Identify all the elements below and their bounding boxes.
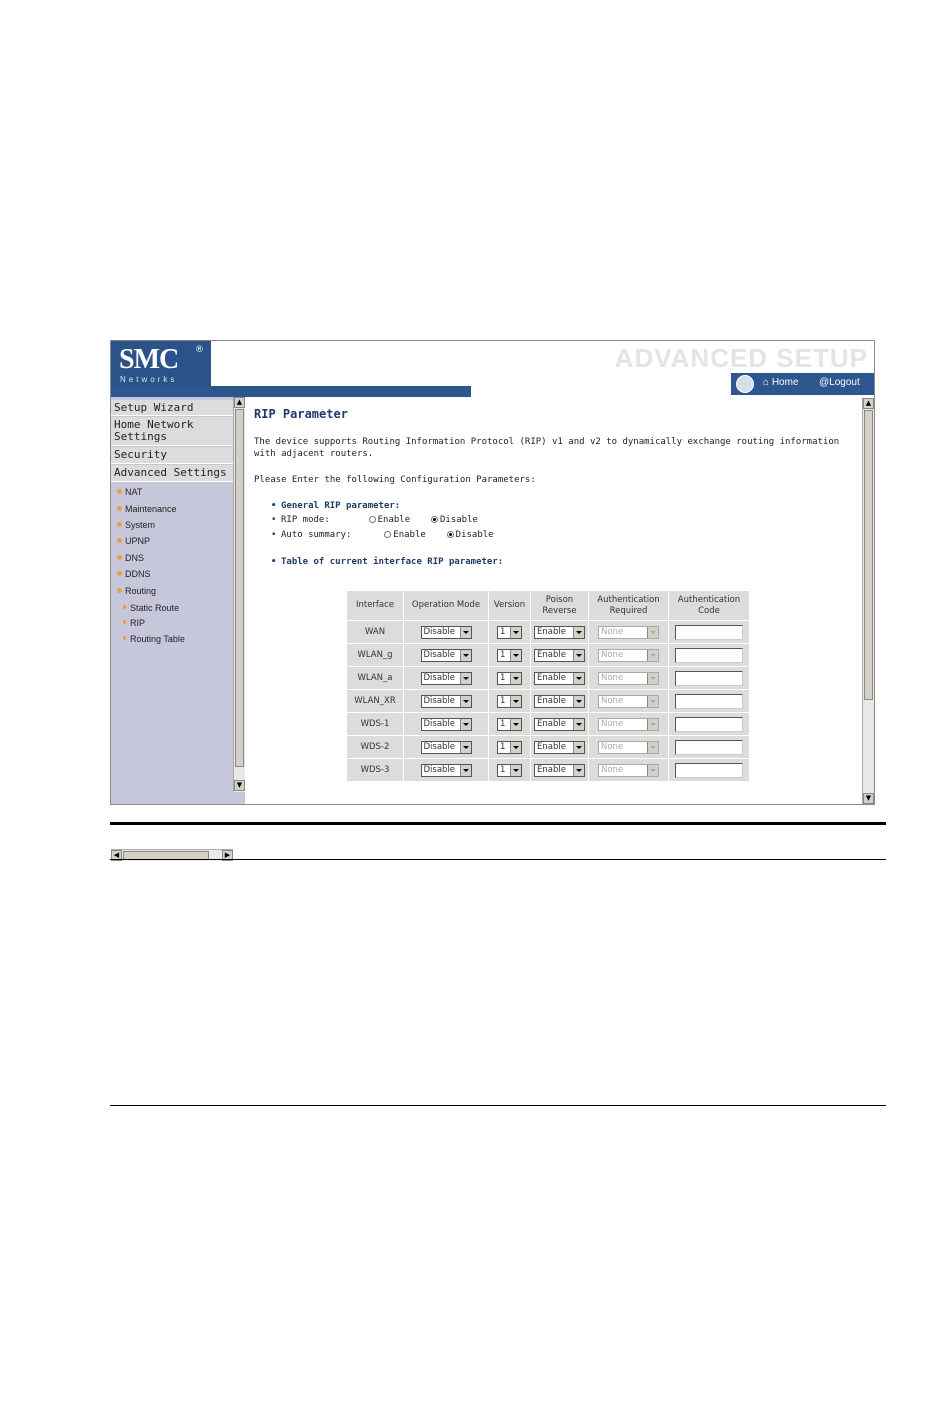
chevron-down-icon xyxy=(510,627,521,638)
poison-reverse-select[interactable]: Enable xyxy=(534,764,585,777)
poison-reverse-select[interactable]: Enable xyxy=(534,695,585,708)
brand-name: SMC xyxy=(119,344,179,375)
sidebar-item-routing-table[interactable] xyxy=(123,634,185,644)
sidebar-item-setup-wizard[interactable]: Setup Wizard xyxy=(111,400,233,416)
logout-label: Logout xyxy=(829,377,860,388)
auth-required-select[interactable]: None xyxy=(598,626,659,639)
sidebar-item-upnp[interactable] xyxy=(117,536,150,546)
globe-icon xyxy=(736,375,754,393)
rip-mode-enable-radio[interactable]: Enable xyxy=(369,515,411,525)
smc-logo xyxy=(111,341,211,386)
auth-required-select[interactable]: None xyxy=(598,695,659,708)
header-accent-bar xyxy=(111,386,471,397)
operation-mode-select[interactable]: Disable xyxy=(421,741,472,754)
version-select[interactable]: 1 xyxy=(497,741,522,754)
table-row xyxy=(347,621,750,644)
brand-subtitle: Networks xyxy=(120,375,178,384)
sidebar-item-label: DDNS xyxy=(125,569,151,579)
version-select[interactable]: 1 xyxy=(497,718,522,731)
operation-mode-select[interactable]: Disable xyxy=(421,764,472,777)
chevron-down-icon xyxy=(573,742,584,753)
auth-code-input[interactable] xyxy=(675,740,743,755)
chevron-down-icon xyxy=(647,673,658,684)
scroll-down-arrow-icon[interactable]: ▼ xyxy=(863,793,874,804)
interface-name: WLAN_a xyxy=(347,667,404,690)
table-row xyxy=(347,644,750,667)
operation-mode-select[interactable]: Disable xyxy=(421,672,472,685)
chevron-down-icon xyxy=(460,673,471,684)
chevron-down-icon xyxy=(573,696,584,707)
sidebar-item-label: Routing xyxy=(125,586,157,596)
sidebar-item-system[interactable] xyxy=(117,520,155,530)
chevron-down-icon xyxy=(510,765,521,776)
chevron-down-icon xyxy=(510,696,521,707)
version-select[interactable]: 1 xyxy=(497,695,522,708)
bullet-icon xyxy=(117,571,122,576)
chevron-down-icon xyxy=(510,719,521,730)
table-row xyxy=(347,667,750,690)
col-authentication-required: Authentication Required xyxy=(589,591,669,621)
auth-required-select[interactable]: None xyxy=(598,672,659,685)
auth-code-input[interactable] xyxy=(675,625,743,640)
table-row xyxy=(347,759,750,782)
auto-summary-enable-radio[interactable]: Enable xyxy=(384,530,426,540)
chevron-down-icon xyxy=(573,719,584,730)
auth-required-select[interactable]: None xyxy=(598,764,659,777)
chevron-down-icon xyxy=(460,627,471,638)
version-select[interactable]: 1 xyxy=(497,672,522,685)
version-select[interactable]: 1 xyxy=(497,626,522,639)
sidebar-vertical-scrollbar[interactable] xyxy=(233,397,245,792)
auto-summary-disable-radio[interactable]: Disable xyxy=(447,530,494,540)
sidebar-item-ddns[interactable] xyxy=(117,569,151,579)
sidebar-item-advanced-settings[interactable]: Advanced Settings xyxy=(111,465,233,482)
auth-required-select[interactable]: None xyxy=(598,741,659,754)
col-authentication-code: Authentication Code xyxy=(669,591,750,621)
interface-name: WLAN_XR xyxy=(347,690,404,713)
rip-mode-row xyxy=(281,514,478,526)
chevron-down-icon xyxy=(460,765,471,776)
poison-reverse-select[interactable]: Enable xyxy=(534,718,585,731)
auth-required-select[interactable]: None xyxy=(598,718,659,731)
col-interface: Interface xyxy=(347,591,404,621)
interface-name: WDS-2 xyxy=(347,736,404,759)
operation-mode-select[interactable]: Disable xyxy=(421,718,472,731)
arrow-bullet-icon xyxy=(123,604,127,610)
divider-line xyxy=(110,1105,886,1106)
operation-mode-select[interactable]: Disable xyxy=(421,626,472,639)
auth-code-input[interactable] xyxy=(675,648,743,663)
col-version: Version xyxy=(489,591,531,621)
table-row xyxy=(347,736,750,759)
chevron-down-icon xyxy=(573,673,584,684)
chevron-down-icon xyxy=(647,650,658,661)
auth-code-input[interactable] xyxy=(675,763,743,778)
chevron-down-icon xyxy=(647,742,658,753)
sidebar-item-routing[interactable] xyxy=(117,586,156,596)
sidebar-item-label: Routing Table xyxy=(130,634,185,644)
bullet-icon xyxy=(117,522,122,527)
chevron-down-icon xyxy=(460,650,471,661)
sidebar-item-label: RIP xyxy=(130,618,146,628)
version-select[interactable]: 1 xyxy=(497,649,522,662)
operation-mode-select[interactable]: Disable xyxy=(421,695,472,708)
chevron-down-icon xyxy=(647,719,658,730)
auth-code-input[interactable] xyxy=(675,694,743,709)
general-rip-heading: • General RIP parameter: xyxy=(281,500,400,512)
chevron-down-icon xyxy=(573,650,584,661)
sidebar-item-label: DNS xyxy=(125,553,145,563)
table-header-row xyxy=(347,591,750,621)
page-title: RIP Parameter xyxy=(254,407,348,421)
scroll-up-arrow-icon[interactable]: ▲ xyxy=(863,398,874,409)
sidebar-item-dns[interactable] xyxy=(117,553,144,563)
interface-name: WDS-1 xyxy=(347,713,404,736)
registered-mark: ® xyxy=(195,345,204,355)
header xyxy=(111,341,874,397)
scrollbar-thumb[interactable] xyxy=(864,410,873,700)
rip-mode-label: RIP mode: xyxy=(281,515,330,525)
sidebar-item-label: Static Route xyxy=(130,603,180,613)
bullet-icon xyxy=(117,555,122,560)
interface-name: WAN xyxy=(347,621,404,644)
poison-reverse-select[interactable]: Enable xyxy=(534,626,585,639)
logout-link[interactable]: @Logout xyxy=(819,377,860,388)
chevron-down-icon xyxy=(647,765,658,776)
sidebar-item-security[interactable]: Security xyxy=(111,447,233,464)
scroll-down-arrow-icon[interactable]: ▼ xyxy=(234,780,245,791)
main-content xyxy=(251,397,861,804)
auth-required-select[interactable]: None xyxy=(598,649,659,662)
bullet-icon xyxy=(117,538,122,543)
rip-interface-table xyxy=(346,590,750,782)
divider-line xyxy=(110,822,886,825)
interface-table-heading: • Table of current interface RIP parameter: xyxy=(281,556,503,568)
chevron-down-icon xyxy=(573,627,584,638)
chevron-down-icon xyxy=(510,742,521,753)
sidebar-item-label: UPNP xyxy=(125,536,151,546)
sidebar-item-home-network-settings[interactable]: Home Network Settings xyxy=(111,417,233,446)
chevron-down-icon xyxy=(510,650,521,661)
intro-text: The device supports Routing Information Protocol (RIP) v1 and v2 to dynamically exchange routing information with adjacent routers. xyxy=(254,437,840,459)
table-row xyxy=(347,690,750,713)
home-label: Home xyxy=(771,377,799,388)
page-header-title: ADVANCED SETUP xyxy=(614,343,868,373)
table-row xyxy=(347,713,750,736)
auth-code-input[interactable] xyxy=(675,717,743,732)
poison-reverse-select[interactable]: Enable xyxy=(534,741,585,754)
poison-reverse-select[interactable]: Enable xyxy=(534,649,585,662)
home-link[interactable]: ⌂ Home xyxy=(763,377,799,388)
chevron-down-icon xyxy=(460,719,471,730)
interface-name: WLAN_g xyxy=(347,644,404,667)
arrow-bullet-icon xyxy=(123,619,127,625)
header-toolbar xyxy=(731,373,874,395)
interface-name: WDS-3 xyxy=(347,759,404,782)
chevron-down-icon xyxy=(460,742,471,753)
col-operation-mode: Operation Mode xyxy=(404,591,489,621)
chevron-down-icon xyxy=(647,627,658,638)
auth-code-input[interactable] xyxy=(675,671,743,686)
scroll-left-arrow-icon[interactable]: ◀ xyxy=(111,850,122,861)
scrollbar-thumb[interactable] xyxy=(235,409,244,767)
chevron-down-icon xyxy=(460,696,471,707)
arrow-bullet-icon xyxy=(123,635,127,641)
prompt-text: Please Enter the following Configuration Parameters: xyxy=(254,475,536,485)
sidebar xyxy=(111,397,245,859)
scroll-up-arrow-icon[interactable]: ▲ xyxy=(234,397,245,408)
auto-summary-label: Auto summary: xyxy=(281,530,352,540)
poison-reverse-select[interactable]: Enable xyxy=(534,672,585,685)
sidebar-item-static-route[interactable] xyxy=(123,603,179,613)
sidebar-item-label: Maintenance xyxy=(125,504,177,514)
bullet-icon xyxy=(117,489,122,494)
sidebar-item-rip[interactable] xyxy=(123,618,145,628)
divider-line xyxy=(110,859,886,860)
rip-mode-disable-radio[interactable]: Disable xyxy=(431,515,478,525)
sidebar-item-maintenance[interactable] xyxy=(117,504,177,514)
auto-summary-row xyxy=(281,529,494,541)
content-vertical-scrollbar[interactable] xyxy=(862,398,874,804)
sidebar-item-nat[interactable] xyxy=(117,487,142,497)
chevron-down-icon xyxy=(510,673,521,684)
scroll-right-arrow-icon[interactable]: ▶ xyxy=(222,850,233,861)
browser-screenshot xyxy=(110,340,875,859)
chevron-down-icon xyxy=(647,696,658,707)
bullet-icon xyxy=(117,506,122,511)
operation-mode-select[interactable]: Disable xyxy=(421,649,472,662)
sidebar-item-label: NAT xyxy=(125,487,143,497)
version-select[interactable]: 1 xyxy=(497,764,522,777)
chevron-down-icon xyxy=(573,765,584,776)
bullet-icon xyxy=(117,588,122,593)
col-poison-reverse: Poison Reverse xyxy=(531,591,589,621)
sidebar-item-label: System xyxy=(125,520,156,530)
